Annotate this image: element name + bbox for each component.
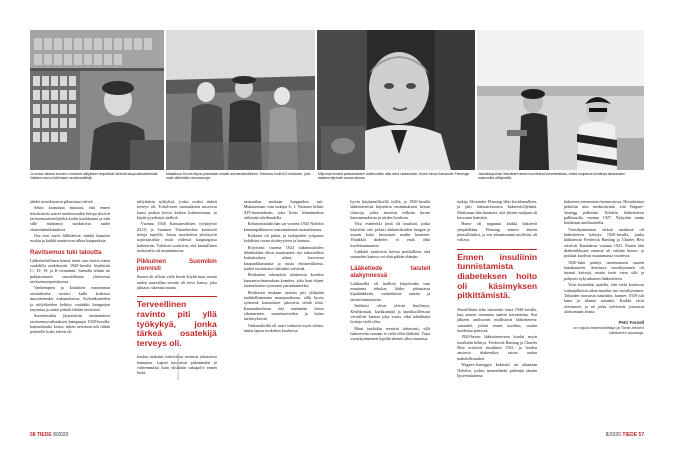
column-2 — [137, 199, 217, 429]
photo-credit: Kuvat: Getty Images — [176, 352, 180, 380]
pull-quote: Ennen insuliinin tunnistamista diabeteksen hoito oli käsimyksen pitkittämistä. — [457, 249, 537, 301]
page-number-right: 57 — [638, 432, 644, 438]
paragraph: Osa tiesi myös hillittäessä, minkä laatuisia ruokia ja kaikki maistoivat ulkoa kaupunkeja. — [30, 233, 110, 244]
paragraph: Wagner-Jaureggin keksintö sai aikanaan Nobelin, joskin menetelmää pidetään tänään kyseenalaisena. — [457, 362, 538, 378]
paragraph: hyvin käytännöllisellä työllä, ja 1920-luvulla lääketieteessä käytettiin ensimmäisten kerran tilastoja, jotka antoivat selkeän kuvan kansantaudeista ja niiden hoidosta. — [350, 199, 431, 221]
photo-farmers-field — [166, 30, 316, 170]
photo-fleming-portrait — [317, 30, 474, 170]
paragraph: Suomessakin järjestettiin ensimmäiset ravitsemusvalistuksen kampanjat 1920-luvulla: kansanhuolto kertoi, miten ravinnon tuli riittää perheelle koko talven yli. — [30, 313, 110, 335]
issue-right: 8/2020 — [605, 432, 621, 438]
paragraph: Sekin kannattaa muistaa, että ennen tietokoneita naiset uudenvuoden lukuja tiesivät ravitsemustieteilijöiltä kodin tulokkaasta ja niin sille määränsä suodattivat uudet vitamiinitutkimukset. — [30, 205, 110, 232]
footer-left — [30, 432, 68, 438]
column-4 — [350, 199, 430, 429]
paragraph: Muut tauditkin etenivät tuhoisasti, sillä bakteereita vastaan ei vielä ollut lääkettä. Vasta vuosikymmenen lopulla tilanne alkoi muuttua. — [350, 325, 431, 342]
paragraph: Heiskasen mukaan ravinto piti ylläpitää mahdollisimman monipuolisena, sillä hyvin syöneinä kansalaiset jaksoivat tehdä töitä. Kansanhuoltoon tuli enemmän tietoa vihannesten, maitotuotteiden ja kalan merkityksestä. — [243, 289, 324, 322]
column-5 — [457, 199, 537, 429]
caption-beach: Jazzakaupolvan itsenäiset naiset kuuntelivat korsetteistaan, mutta suojaavat silmänsä aikakauden uusimmilla villityksellä. — [478, 172, 626, 181]
paragraph: Vuonna 1926 Kansainvälinen työjärjestö (ILO) ja Suomen Tilastokeskus keräsivät tietoja rupeille. Joissa suoritettiin yhteistyön sopivuustöitä: mitä viidessä kaupungissa kulutettiin. Tulokset osoittivat, että kansallinen ruokavalio oli muuttumassa. — [136, 221, 217, 254]
subheading: Ravitsemus tuki taloutta — [30, 248, 102, 256]
author-name: Petri Forsell — [618, 320, 644, 326]
magazine-name-left: TIEDE — [36, 432, 52, 438]
paragraph: Penisilliinin teho havaittiin vasta 1940-luvulla, kun aineen tuotantoa saatiin kasvatettua. Sen jälkeen antibiootit mullistivat lääketieteen: sairaudet, joihin ennen kuoltiin, saatiin hoidettua päivissä. — [457, 306, 538, 334]
column-6 — [564, 199, 644, 429]
paragraph: Infektiot olivat yleisin kuolinsyy. Keuhkotauti, kurkkumätä ja lapsikuolleisuus verottivat kansaa joka vuosi, eikä tehokkaita hoitoja vielä ollut. — [350, 303, 431, 325]
paragraph: Suomi oli silloin vielä kovin köyhä maa, mutta uuden tasavallan tavoite oli terve kansa, joka jaksaisi rakentaa maata. — [136, 274, 217, 291]
subheading: Pikkuinen Suomikin ponnisti — [136, 258, 217, 273]
paragraph: säilyttäisin työkykyä, jonka osaksi tärkeä terveys oli. Tolselsseen suomalaisen nuorison kuusi poikaa kertoi kaiken kokeneistaan, ja käytti pyydettyä sisältöä. — [136, 199, 217, 221]
paragraph: koulun ruokalat vahvistivat ravintoa jokaisessa kunnassa. Lapset kasvoivat pidemmiksi ja vahvemmiksi kuin yksikään sukupolvi ennen heitä. — [136, 354, 217, 376]
paragraph: Vanhempien ja kotiäitien mainonnan seurauksena ravinto kulki kodeissa muotitermiksi tutkimuksissa. Kylmäkoneiden ja säilykkeiden kehitys vauhditti kauppojen tarjontaa ja auttoi pitkää eliniän tavoitetta. — [30, 285, 110, 312]
paragraph: Lääkäreillä oli tuolloin käytössään vain muutama tehokas lääke: pääasiassa kipulääkkeitä, rauhoittavia aineita ja desinfiointiaineita. — [350, 280, 431, 302]
photo-grocery-shelves — [30, 30, 164, 170]
caption-grocery: Jo sodan aikana suosion nousseet säilykkeet helpottivat kiireistä kaupunkilaiselämää. Valistus neuvoi tutkimaan ravintosisältöjä. — [30, 172, 159, 181]
photo-beach-women — [477, 30, 644, 170]
caption-fleming: Miljoonia ihmisiä pelastaneiden antibioottien aika alkoi sattumasta. Home tuhosi Alexander Flemingin bakteeriviljelmän toman aikana. — [318, 172, 470, 181]
issue-left: 8/2020 — [53, 432, 69, 438]
paragraph: 1920-luku päättyi onnettomasti suuren lamakauteen. Seuraava vuosikymmen oli täynnä kriisejä, mutta tiede eteni silti ja pohjusti nykyaikaisen lääketieteen. — [563, 259, 644, 281]
paragraph: Keksinnöistään hän sai vuonna 1945 Nobelin kemianpalkinnon ensimmäisenä suomalaisena. — [243, 221, 324, 232]
caption-row — [30, 172, 644, 188]
magazine-name-right: TIEDE — [622, 432, 638, 438]
photo-strip — [30, 30, 644, 170]
subheading: Lääketiede taisteli alakynnessä — [350, 264, 431, 279]
paragraph: Erityisesti vuonna 1924 tutkimustöiden lähtökohdat olivat muuttuneet: nyt tarkasteltiin kotitalouksia, arkea, kasvavaa kaupunkilaisuutta ja uusia elintarvikkeita, joiden ravintoarvo haluttiin selvittää. — [243, 244, 324, 272]
paragraph: Vuosikymmenen tärkeä merkintä oli lääketieteen kehitys 1920-luvulla, jonka lääkäreistä Frederick Banting ja Charles Best eristivät Kanadassa vuonna 1921. Ennen tätä diabeetikkojen ennuste oli erittäin huono, ja potilaat kuolivat muutamassa vuodessa. — [563, 226, 644, 259]
author-box — [564, 320, 644, 335]
paragraph: tutkija Alexander Fleming lähti kesälomalleen, ja jätti laboratorioonsa bakteeriviljelmiä. Palattuaan hän huomasi, että yhteen maljaan oli kasvanut hometta. — [457, 199, 538, 221]
column-3 — [244, 199, 324, 429]
paragraph: 1920-luvun lääketieteeseen kuului myös insuliinin kehitys. Frederick Banting ja Charles Best eristivät insuliinin 1921, ja hoidon ansiosta diabeetikot saivat uuden mahdollisuuden. — [457, 334, 538, 361]
page-number-left: 58 — [30, 432, 36, 438]
paragraph: Kaikesta oli pulaa, ja tutkijoiden työpanos kohdistui ruoan riittävyyteen ja laatuun. — [243, 233, 324, 244]
article-columns — [30, 199, 644, 429]
paragraph: nousutilan mukaan huippuihin asti. Mukautetaan vain tutkijat A. I. Virtanen kehitti AIV-menetelmän, joka lisäsi lehmänrehun säilöntää talvikaudella. — [243, 199, 324, 221]
paragraph: Lääkärit saattoivat kertoa potilailleen, että sairauden kanssa voi elää pitkän elämän. — [350, 249, 431, 260]
author-description: on vapaa tiedetoimittaja ja Tiede-lehden vakituinen avustaja. — [573, 325, 644, 336]
paragraph: Home oli tappanut kaikki bakteerit ympäriltään. Fleming nimesi aineen penisilliiniksi, ja sen aikaansaama mullistus oli valtava. — [457, 221, 538, 243]
column-1 — [30, 199, 110, 429]
paragraph: Voisi kuitenkin ajatella, että vielä koittavaa sodanjälkeistä aikaa maalasi tuo vuosikymmen. Talouden noususta nautittiin, kunnes 1929 tuli lama ja tilanne romahti. Kaikki eivät selvinneet, ja ne jotka selvisivät, joutuivat aloittamaan alusta. — [563, 282, 644, 314]
paragraph: Tutkimuksilla oli suuri vaikutus myös siihen, miten lapsia ruokittiin kouluissa. — [243, 322, 324, 333]
paragraph: bakteerin etenemisen hermostossa. Hoitokeinoa pidettiin niin merkittävänä, että Wagner-Jauregg palkittiin Nobelin lääketieteen palkinnolla vuonna 1927. Nykyään tautia hoidetaan antibiooteilla. — [563, 199, 644, 226]
caption-farmers: Maatalous-Suomi tarjosi parastaan omalle asemaväestölleen. Tutkimus tuotti A/V-tuokseen, joka nosti säilöntään ravintoarvoja. — [166, 172, 311, 181]
paragraph: Heiskanen tekemästä aloitteesta koottiin kansanravitsemuksen komitea, joka laati ohjeet suomalaisten syömisen parantamiseksi. — [243, 272, 324, 289]
pull-quote: Terveellinen ravinto piti yllä työkykyä, jonka tärkeä osatekijä terveys oli. — [137, 296, 217, 348]
paragraph: tähdet muodostuvat pilaasiana vitiviä. — [30, 199, 94, 204]
paragraph: Lääketieteellinen kemia eteni sata vuotta sitten vauhdilla asekeksivät 1920-luvulla löydettiin C-, D-, B- ja K-vitamiinit. Samalla tehtiin ne pohjattomasti suositeltuina yhteisessä ravitsemusopetuksessa. — [30, 257, 110, 285]
paragraph: Yksi esimerkki tästä oli insuliini, jonka käyttöön otto pelasti diabeetikoiden hengen ja muutti koko kroonisen taudin luonteen. Yhtäkkiä diabetes ei enää ollut kuolemantuomio. — [350, 221, 431, 248]
footer-right — [606, 432, 644, 438]
